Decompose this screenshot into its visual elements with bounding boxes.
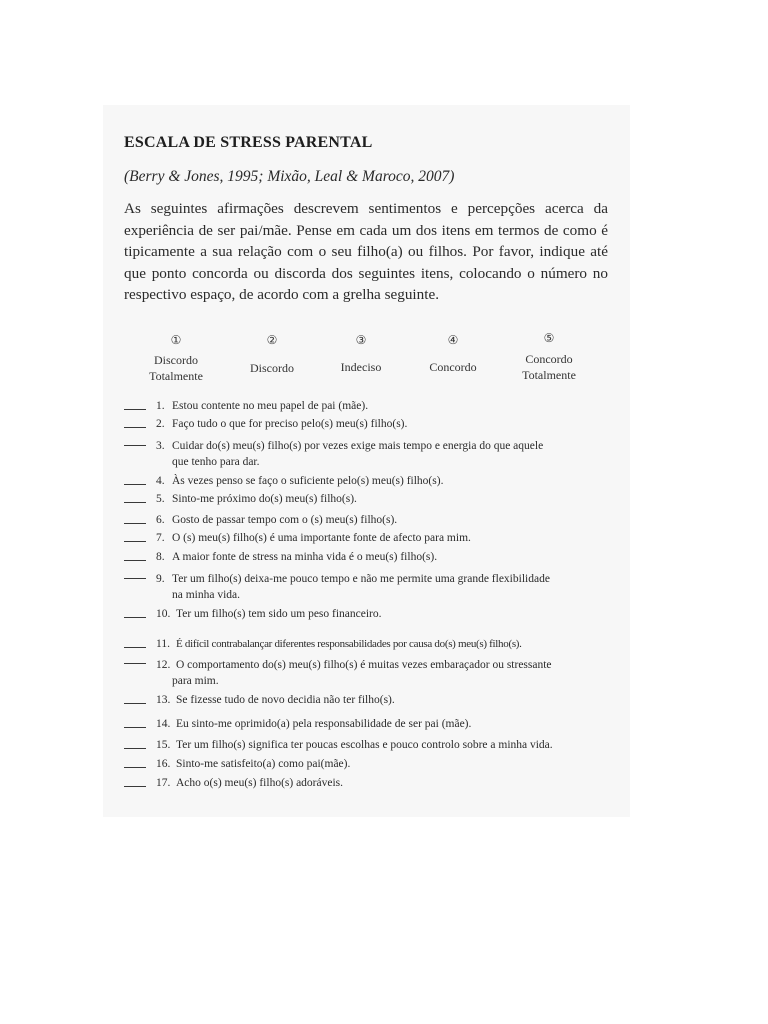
item-text: O comportamento do(s) meu(s) filho(s) é muitas vezes embaraçador ou stressante (176, 659, 552, 671)
item-number: 13. (156, 694, 171, 706)
scale-label-2 (250, 360, 294, 376)
item-number: 15. (156, 739, 171, 751)
answer-blank[interactable] (124, 647, 146, 648)
item-number: 6. (156, 514, 165, 526)
item-number: 10. (156, 608, 171, 620)
item-text: Faço tudo o que for preciso pelo(s) meu(s) filho(s). (172, 418, 408, 430)
item-text: O (s) meu(s) filho(s) é uma importante fonte de afecto para mim. (172, 532, 471, 544)
item-text: Ter um filho(s) tem sido um peso financeiro. (176, 608, 382, 620)
scale-label-5 (522, 351, 576, 383)
item-text: É difícil contrabalançar diferentes responsabilidades por causa do(s) meu(s) filho(s). (176, 638, 522, 650)
scale-label-5-line1: Concordo (525, 352, 573, 366)
answer-blank[interactable] (124, 427, 146, 428)
scale-symbol-2: ② (266, 333, 278, 347)
answer-blank[interactable] (124, 560, 146, 561)
item-text: Cuidar do(s) meu(s) filho(s) por vezes exige mais tempo e energia do que aquele (172, 440, 544, 452)
item-number: 3. (156, 440, 165, 452)
answer-blank[interactable] (124, 523, 146, 524)
answer-blank[interactable] (124, 484, 146, 485)
answer-blank[interactable] (124, 703, 146, 704)
item-number: 1. (156, 400, 165, 412)
answer-blank[interactable] (124, 541, 146, 542)
item-number: 17. (156, 777, 171, 789)
answer-blank[interactable] (124, 502, 146, 503)
item-text: Ter um filho(s) significa ter poucas escolhas e pouco controlo sobre a minha vida. (176, 739, 553, 751)
answer-blank[interactable] (124, 663, 146, 664)
item-number: 9. (156, 573, 165, 585)
scale-symbol-3: ③ (355, 333, 367, 347)
citation: (Berry & Jones, 1995; Mixão, Leal & Maroco, 2007) (124, 168, 455, 185)
item-text: Sinto-me próximo do(s) meu(s) filho(s). (172, 493, 357, 505)
intro-paragraph: As seguintes afirmações descrevem sentimentos e percepções acerca da experiência de ser pai/mãe. Pense em cada um dos itens em termos de como é tipicamente a sua relação com o seu filho(a) ou filhos. Por favor, indique até que ponto concorda ou discorda dos seguintes itens, colocando o número no respectivo espaço, de acordo com a grelha seguinte. (124, 200, 608, 303)
answer-blank[interactable] (124, 748, 146, 749)
scale-label-4 (429, 359, 476, 375)
scale-label-2-line1: Discordo (250, 361, 294, 375)
scale-label-3 (341, 359, 382, 375)
item-number: 14. (156, 718, 171, 730)
item-number: 5. (156, 493, 165, 505)
item-text-continued: para mim. (172, 675, 219, 687)
item-number: 8. (156, 551, 165, 563)
answer-blank[interactable] (124, 727, 146, 728)
scale-label-3-line1: Indeciso (340, 360, 382, 374)
item-text-continued: na minha vida. (172, 589, 241, 601)
item-number: 7. (156, 532, 165, 544)
item-text: Acho o(s) meu(s) filho(s) adoráveis. (176, 777, 344, 789)
item-number: 12. (156, 659, 171, 671)
item-text: A maior fonte de stress na minha vida é o meu(s) filho(s). (172, 551, 438, 563)
scale-label-1-line2: Totalmente (149, 369, 203, 383)
item-number: 4. (156, 475, 165, 487)
item-text: Às vezes penso se faço o suficiente pelo(s) meu(s) filho(s). (172, 475, 444, 487)
item-text: Ter um filho(s) deixa-me pouco tempo e não me permite uma grande flexibilidade (172, 573, 550, 585)
scale-label-1-line1: Discordo (154, 353, 198, 367)
scale-label-5-line2: Totalmente (522, 368, 576, 382)
item-text-continued: que tenho para dar. (172, 456, 260, 468)
answer-blank[interactable] (124, 445, 146, 446)
item-text: Gosto de passar tempo com o (s) meu(s) filho(s). (172, 514, 398, 526)
item-number: 16. (156, 758, 171, 770)
item-text: Sinto-me satisfeito(a) como pai(mãe). (176, 758, 351, 770)
answer-blank[interactable] (124, 617, 146, 618)
item-text: Eu sinto-me oprimido(a) pela responsabilidade de ser pai (mãe). (176, 718, 472, 730)
scale-label-1 (149, 352, 203, 384)
item-number: 11. (156, 638, 170, 650)
answer-blank[interactable] (124, 409, 146, 410)
answer-blank[interactable] (124, 786, 146, 787)
document-title: ESCALA DE STRESS PARENTAL (124, 134, 373, 151)
scale-symbol-1: ① (170, 333, 182, 347)
answer-blank[interactable] (124, 578, 146, 579)
item-text: Se fizesse tudo de novo decidia não ter filho(s). (176, 694, 395, 706)
item-number: 2. (156, 418, 165, 430)
answer-blank[interactable] (124, 767, 146, 768)
scale-symbol-4: ④ (447, 333, 459, 347)
scale-label-4-line1: Concordo (429, 360, 477, 374)
item-text: Estou contente no meu papel de pai (mãe). (172, 400, 369, 412)
scale-symbol-5: ⑤ (543, 331, 555, 345)
